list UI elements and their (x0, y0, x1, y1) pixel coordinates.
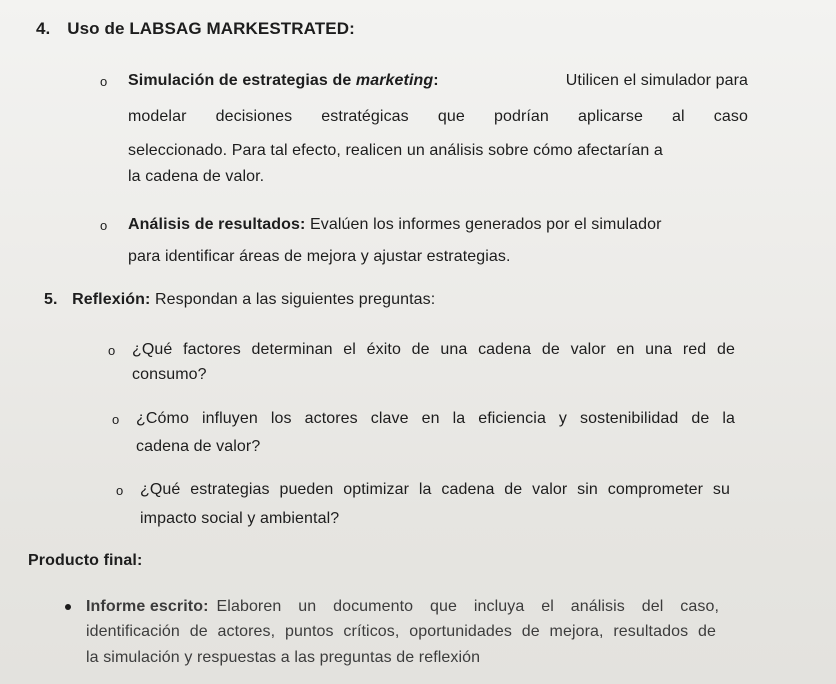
bullet-dot (65, 604, 71, 610)
item-simulation-line-3: seleccionado. Para tal efecto, realicen un análisis sobre cómo afectarían a (128, 142, 663, 159)
item-simulation-term-italic: marketing (355, 72, 434, 89)
final-item-line-1-text: Elaboren un documento que incluya el análisis del caso, (216, 598, 719, 615)
final-item-line-1 (86, 597, 719, 617)
item-results-line-2: para identificar áreas de mejora y ajustar estrategias. (128, 248, 511, 265)
item-simulation-line-2: modelar decisiones estratégicas que podrían aplicarse al caso (128, 108, 748, 125)
final-item-line-3: la simulación y respuestas a las preguntas de reflexión (86, 649, 481, 666)
final-item-term: Informe escrito: (86, 598, 209, 615)
section-4-number: 4. (36, 19, 51, 38)
item-simulation-line-1 (128, 71, 748, 91)
section-5-title-rest: Respondan a las siguientes preguntas: (154, 291, 436, 308)
question-3-line-2: impacto social y ambiental? (140, 510, 340, 527)
item-simulation-line-1-text: Utilicen el simulador para (565, 72, 748, 89)
bullet-marker: o (100, 218, 108, 233)
item-simulation-line-4: la cadena de valor. (128, 168, 265, 185)
section-4-title: Uso de LABSAG MARKESTRATED: (67, 19, 355, 38)
question-2-line-2: cadena de valor? (136, 438, 261, 455)
item-results-line-1 (128, 215, 662, 235)
bullet-marker: o (108, 343, 116, 358)
bullet-marker: o (100, 74, 108, 89)
item-results-line-1-text: Evalúen los informes generados por el simulador (310, 216, 662, 233)
section-5-title: Reflexión: (72, 291, 151, 308)
item-simulation-term: Simulación de estrategias de (128, 72, 352, 89)
item-results-term: Análisis de resultados: (128, 216, 306, 233)
section-5-number: 5. (44, 291, 58, 308)
final-product-heading: Producto final: (28, 552, 143, 569)
question-1-line-2: consumo? (132, 366, 207, 383)
final-item-line-2: identificación de actores, puntos críticos, oportunidades de mejora, resultados de (86, 623, 716, 640)
question-2-line-1: ¿Cómo influyen los actores clave en la eficiencia y sostenibilidad de la (136, 410, 735, 427)
question-3-line-1: ¿Qué estrategias pueden optimizar la cadena de valor sin comprometer su (140, 481, 730, 498)
question-1-line-1: ¿Qué factores determinan el éxito de una cadena de valor en una red de (132, 341, 735, 358)
item-simulation-term-colon: : (433, 72, 439, 89)
bullet-marker: o (116, 483, 124, 498)
section-5-heading (44, 290, 435, 310)
section-4-heading (36, 19, 355, 39)
bullet-marker: o (112, 412, 120, 427)
